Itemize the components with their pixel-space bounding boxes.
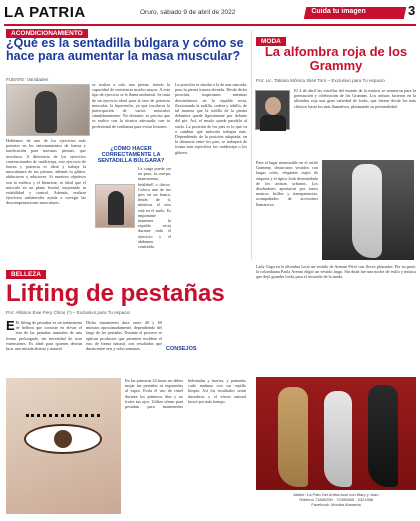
- article-left-col3-text: La posición es similar a la de una zancada, pero la pierna trasera elevada. Desde dicha posición, inspiramos mientras descendemos en la espalda recta, flexionando la rodilla, cadera y tobillo, de tal manera que la rodilla de la pierna delantera quede ligeramente por delante del pie. Así, el muslo quede paralelo al suelo. La posición de los pies es lo que va a cambiar qué músculo trabajas más. Dependiendo de la posición adoptada, en la distancia entre los pies, se trabajará de forma más específica los cuádriceps o los glúteos.: [175, 82, 247, 155]
- dropcap-e: E: [6, 318, 15, 333]
- eye-iris: [54, 430, 72, 448]
- figure-carpet-1: [278, 387, 308, 487]
- photo-credit: Atelier: La Pato Del Arriba Azul con Mary y Juan Teléfono 71880269 - 72455665 - 5321958 Facebook: Monika Alameda: [293, 492, 379, 507]
- lash-line: [26, 414, 100, 428]
- article-bottom-col2-text: Dicho tratamiento dura entre 40 y 60 minutos aproximadamente, dependiendo del largo de las pestañas. Durante el proceso se aplican productos que permiten moldear el rizo de forma natural, con resultados que duran entre seis y ocho semanas.: [86, 320, 162, 352]
- author-face: [265, 97, 281, 115]
- article-left-col2-text: se realiza a solo una pierna, siendo la capacidad de resistencia mucho mayor. A este tipo de ejercicio se le llama unilateral. Se trata de un ejercicio ideal para la fase de potencia muscular, la hipertrofia, ya que involucra la participación de varios músculos simultáneamente. No obstante, es preciso que se realice con la técnica adecuada, con tu profesional de confianza para evitar lesiones.: [92, 82, 170, 129]
- article-right-col1-text: El 4 de abril las estrellas del mundo de la música se reunieron para la premiación y celebración de los Grammy. Los artistas lucieron en la alfombra roja una gran variedad de looks, que fueron desde los más clásicos hasta los más llamativos, plasmando su personalidad.: [294, 88, 416, 109]
- photo-author: [255, 90, 290, 130]
- article-left-col2b: [138, 166, 171, 256]
- article-left-col1-text: Hablemos de uno de los ejercicios más potentes en los entrenamientos de fuerza y tonificación para nuestras piernas, que involucra. A diferencia de los ejercicios convencionales de cuádriceps, este ejercicio de fuerza y potencia es ideal y trabaja la musculatura de tus piernas, además tu glúteo, abductores y aductores. Si nuestros objetivos son la estética y el bienestar, es ideal que el músculo en un plano frontal, mejorando tu estabilidad y control. Además, realizar ejercicios unilaterales ayuda a corregir las descompensaciones musculares.: [6, 138, 86, 206]
- masthead: LA PATRIA: [4, 4, 86, 21]
- dateline: Oruro, sábado 9 de abril de 2022: [140, 9, 236, 16]
- article-left-col2b-text: La carga puede ser un peso, tu cuerpo, mancuernas, kettlebell o discos. Coloca uno de tus pies en un banco, detrás de ti, mientras el otro está en el suelo. Es importante mantener la espalda recta durante todo el ejercicio y el abdomen contraído.: [138, 166, 171, 250]
- article-bottom-col1: [6, 320, 82, 376]
- photo-red-carpet: [256, 377, 416, 490]
- page-number: 3: [408, 3, 416, 18]
- column-separator: [251, 30, 252, 260]
- photo-inset-exercise: [95, 184, 135, 228]
- kicker-belleza: BELLEZA: [6, 270, 46, 279]
- subhead-como-hacer: ¿CÓMO HACER CORRECTAMENTE LA SENTADILLA BÚLGARA?: [97, 146, 165, 164]
- author-body: [260, 115, 286, 131]
- article-right-col1: [294, 88, 416, 158]
- byline-right: Por: Lic. Tatiana Mónica Siles Toro – Exclusivo para Tu espacio: [256, 78, 385, 83]
- kicker-moda: MODA: [256, 37, 286, 46]
- headline-grammy: La alfombra roja de los Grammy: [264, 44, 408, 73]
- figure-silhouette-inset: [108, 191, 124, 225]
- article-bottom-col3: [125, 378, 246, 514]
- subhead-consejos: CONSEJOS: [166, 346, 197, 352]
- section-tab: [304, 7, 407, 19]
- article-bottom-col3-text: En las primeras 24 horas no debes mojar tus pestañas ni exponerlas al vapor. Evita el uso de rímel durante los primeros días y no frotes tus ojos. Utiliza sérum para pestañas para mantenerlas hidratadas y fuertes, y peinarlas cada mañana con un cepillo limpio. Así los resultados serán duraderos y el efecto natural lucirá por más tiempo.: [125, 378, 246, 410]
- article-bottom-col2: [86, 320, 162, 376]
- article-right-col3: [256, 264, 416, 374]
- figure-carpet-3: [368, 385, 398, 487]
- figure-gown: [352, 164, 382, 258]
- byline-bottom: Por: Allisson Evie Pery Chino (*) – Exclusivo para Tu espacio: [6, 310, 131, 315]
- article-right-col3-text: Lady Gaga en la alfombra lució un vestido de Armani Privé con flecos plateados. Por su parte, la colombiana Paula Arenas eligió un vestido largo. Sin duda fue una noche de estilo y música que dejó grandes looks para el recuerdo de la moda.: [256, 264, 416, 280]
- byline-left: FUENTE: Vanidades: [6, 77, 49, 82]
- headline-lifting: Lifting de pestañas: [6, 280, 225, 307]
- article-left-col1: [6, 82, 86, 262]
- figure-carpet-2: [324, 391, 352, 487]
- article-bottom-col1-text: El lifting de pestañas es un tratamiento de belleza que consiste en elevar el rizo de las pestañas naturales de una forma prolongada, sin necesidad de usar extensiones. Es ideal para quienes desean lucir una mirada abierta y natural.: [6, 320, 82, 352]
- photo-gown: [322, 160, 414, 260]
- kicker-acondicionamiento: ACONDICIONAMIENTO: [6, 29, 88, 38]
- article-left-col3: [175, 82, 247, 262]
- article-right-col2-text: Para el lugar memorable en el estilo Grammy, destacaron vestidos con largas colas, elegantes trajes de etiqueta y el típico look desenfadado de los artistas urbanos. Los diseñadores apostaron por tonos neutros, brillos y transparencias, acompañados de accesorios llamativos.: [256, 160, 318, 207]
- photo-lashes: [6, 378, 121, 514]
- headline-sentadilla: ¿Qué es la sentadilla búlgara y cómo se hace para aumentar la masa muscular?: [6, 36, 244, 63]
- page-header: [0, 0, 420, 26]
- section-label: Cuida tu imagen: [311, 8, 366, 15]
- header-rule: [4, 24, 416, 26]
- article-right-col2: [256, 160, 318, 260]
